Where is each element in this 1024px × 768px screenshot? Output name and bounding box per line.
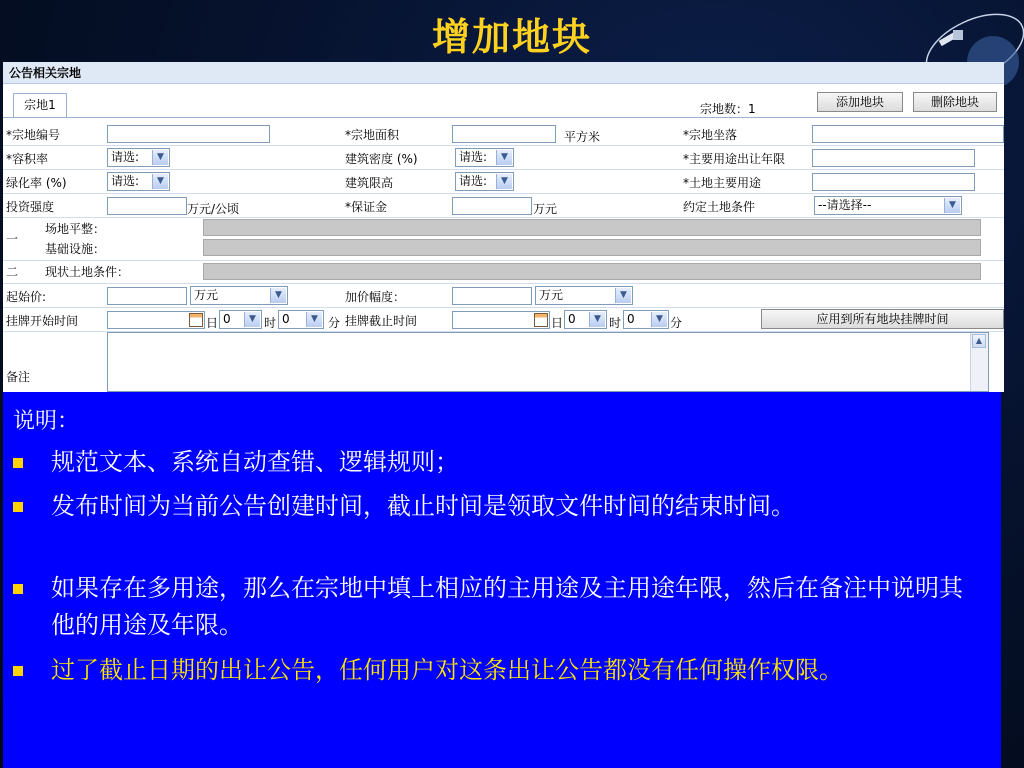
slide-title: 增加地块 bbox=[431, 15, 592, 59]
starting-price-label: 起始价: bbox=[6, 290, 47, 304]
parcel-form-panel bbox=[3, 62, 1004, 392]
section-one-marker: 一 bbox=[6, 232, 19, 246]
deposit-unit-label: 万元 bbox=[533, 202, 558, 216]
main-land-use-label: *土地主要用途 bbox=[683, 176, 762, 190]
form-row-1 bbox=[3, 122, 1004, 146]
note-item-3 bbox=[13, 570, 985, 644]
end-minute-value: 0 bbox=[627, 312, 635, 326]
site-leveling-label: 场地平整： bbox=[45, 222, 106, 236]
listing-end-label: 挂牌截止时间 bbox=[345, 314, 418, 328]
form-row-3 bbox=[3, 170, 1004, 194]
building-density-select[interactable] bbox=[455, 148, 514, 167]
remarks-label: 备注 bbox=[6, 370, 31, 384]
start-hour-value: 0 bbox=[223, 312, 231, 326]
note-item-4 bbox=[13, 652, 985, 689]
chevron-down-icon: ▼ bbox=[589, 312, 605, 327]
height-limit-select[interactable] bbox=[455, 172, 514, 191]
bid-increment-unit-select[interactable] bbox=[535, 286, 633, 305]
investment-intensity-input[interactable] bbox=[107, 197, 187, 215]
start-hour-select[interactable] bbox=[219, 310, 262, 329]
land-condition-select[interactable] bbox=[814, 196, 962, 215]
add-parcel-button[interactable]: 添加地块 bbox=[817, 92, 903, 112]
main-land-use-input[interactable] bbox=[812, 173, 975, 191]
parcel-code-input[interactable] bbox=[107, 125, 270, 143]
calendar-icon[interactable] bbox=[189, 313, 203, 327]
remarks-textarea[interactable] bbox=[107, 332, 989, 392]
use-term-label: *主要用途出让年限 bbox=[683, 152, 786, 166]
note-text-3: 如果存在多用途，那么在宗地中填上相应的主用途及主用途年限，然后在备注中说明其他的用途及年限。 bbox=[51, 574, 963, 639]
calendar-icon[interactable] bbox=[534, 313, 548, 327]
plot-ratio-select[interactable] bbox=[107, 148, 170, 167]
current-land-condition-label: 现状土地条件： bbox=[45, 265, 130, 279]
bid-increment-input[interactable] bbox=[452, 287, 532, 305]
notes-heading: 说明： bbox=[13, 409, 80, 434]
chevron-down-icon: ▼ bbox=[496, 150, 512, 165]
end-minute-label: 分 bbox=[670, 316, 683, 330]
chevron-down-icon: ▼ bbox=[944, 198, 960, 213]
area-unit-label: 平方米 bbox=[564, 130, 601, 144]
chevron-up-icon[interactable]: ▲ bbox=[972, 334, 986, 348]
tab-strip bbox=[3, 87, 1004, 118]
end-hour-label: 时 bbox=[609, 316, 622, 330]
green-ratio-select[interactable] bbox=[107, 172, 170, 191]
current-land-condition-field[interactable] bbox=[203, 263, 981, 280]
parcel-area-label: *宗地面积 bbox=[345, 128, 400, 142]
land-condition-label: 约定土地条件 bbox=[683, 200, 756, 214]
plot-ratio-select-value: 请选: bbox=[111, 150, 140, 164]
delete-parcel-button[interactable]: 删除地块 bbox=[913, 92, 997, 112]
investment-unit-label: 万元/公顷 bbox=[187, 202, 240, 216]
parcel-location-input[interactable] bbox=[812, 125, 1004, 143]
start-minute-label: 分 bbox=[328, 316, 341, 330]
bid-increment-label: 加价幅度： bbox=[345, 290, 406, 304]
bullet-square-icon bbox=[13, 666, 23, 676]
panel-header: 公告相关宗地 bbox=[3, 62, 1004, 84]
chevron-down-icon: ▼ bbox=[306, 312, 322, 327]
parcel-count: 宗地数：1 bbox=[700, 102, 756, 116]
plot-ratio-label: *容积率 bbox=[6, 152, 49, 166]
starting-price-unit-value: 万元 bbox=[194, 288, 219, 302]
note-text-2: 发布时间为当前公告创建时间，截止时间是领取文件时间的结束时间。 bbox=[51, 492, 795, 520]
chevron-down-icon: ▼ bbox=[496, 174, 512, 189]
chevron-down-icon: ▼ bbox=[615, 288, 631, 303]
site-leveling-field[interactable] bbox=[203, 219, 981, 236]
bid-increment-unit-value: 万元 bbox=[539, 288, 564, 302]
chevron-down-icon: ▼ bbox=[152, 174, 168, 189]
start-day-label: 日 bbox=[206, 316, 219, 330]
start-minute-value: 0 bbox=[282, 312, 290, 326]
parcel-location-label: *宗地坐落 bbox=[683, 128, 738, 142]
form-row-7 bbox=[3, 284, 1004, 308]
form-row-8 bbox=[3, 308, 1004, 332]
form-row-2 bbox=[3, 146, 1004, 170]
listing-start-label: 挂牌开始时间 bbox=[6, 314, 79, 328]
start-minute-select[interactable] bbox=[278, 310, 324, 329]
chevron-down-icon: ▼ bbox=[651, 312, 667, 327]
note-text-4: 过了截止日期的出让公告，任何用户对这条出让公告都没有任何操作权限。 bbox=[51, 656, 843, 684]
form-row-5 bbox=[3, 218, 1004, 261]
infrastructure-label: 基础设施： bbox=[45, 242, 106, 256]
notes-panel bbox=[3, 392, 1001, 768]
note-item-2 bbox=[13, 488, 985, 525]
end-hour-value: 0 bbox=[568, 312, 576, 326]
parcel-area-input[interactable] bbox=[452, 125, 556, 143]
bullet-square-icon bbox=[13, 502, 23, 512]
building-density-label: 建筑密度 (%) bbox=[345, 152, 418, 166]
chevron-down-icon: ▼ bbox=[270, 288, 286, 303]
start-hour-label: 时 bbox=[264, 316, 277, 330]
chevron-down-icon: ▼ bbox=[152, 150, 168, 165]
height-limit-label: 建筑限高 bbox=[345, 176, 394, 190]
investment-intensity-label: 投资强度 bbox=[6, 200, 55, 214]
parcel-code-label: *宗地编号 bbox=[6, 128, 61, 142]
height-limit-select-value: 请选: bbox=[459, 174, 488, 188]
building-density-select-value: 请选: bbox=[459, 150, 488, 164]
land-condition-select-value: --请选择-- bbox=[818, 198, 872, 212]
deposit-input[interactable] bbox=[452, 197, 532, 215]
apply-listing-time-all-button[interactable]: 应用到所有地块挂牌时间 bbox=[761, 309, 1004, 329]
end-day-label: 日 bbox=[551, 316, 564, 330]
starting-price-input[interactable] bbox=[107, 287, 187, 305]
end-hour-select[interactable] bbox=[564, 310, 607, 329]
starting-price-unit-select[interactable] bbox=[190, 286, 288, 305]
chevron-down-icon: ▼ bbox=[244, 312, 260, 327]
green-ratio-select-value: 请选: bbox=[111, 174, 140, 188]
green-ratio-label: 绿化率 (%) bbox=[6, 176, 67, 190]
note-item-1 bbox=[13, 444, 985, 481]
bullet-square-icon bbox=[13, 584, 23, 594]
section-two-marker: 二 bbox=[6, 265, 19, 279]
bullet-square-icon bbox=[13, 458, 23, 468]
end-minute-select[interactable] bbox=[623, 310, 669, 329]
remarks-scrollbar[interactable] bbox=[970, 333, 988, 391]
tab-parcel-1[interactable]: 宗地1 bbox=[13, 93, 67, 117]
form-row-6 bbox=[3, 261, 1004, 284]
note-text-1: 规范文本、系统自动查错、逻辑规则； bbox=[51, 448, 459, 476]
deposit-label: *保证金 bbox=[345, 200, 388, 214]
form-row-4 bbox=[3, 194, 1004, 218]
use-term-input[interactable] bbox=[812, 149, 975, 167]
infrastructure-field[interactable] bbox=[203, 239, 981, 256]
